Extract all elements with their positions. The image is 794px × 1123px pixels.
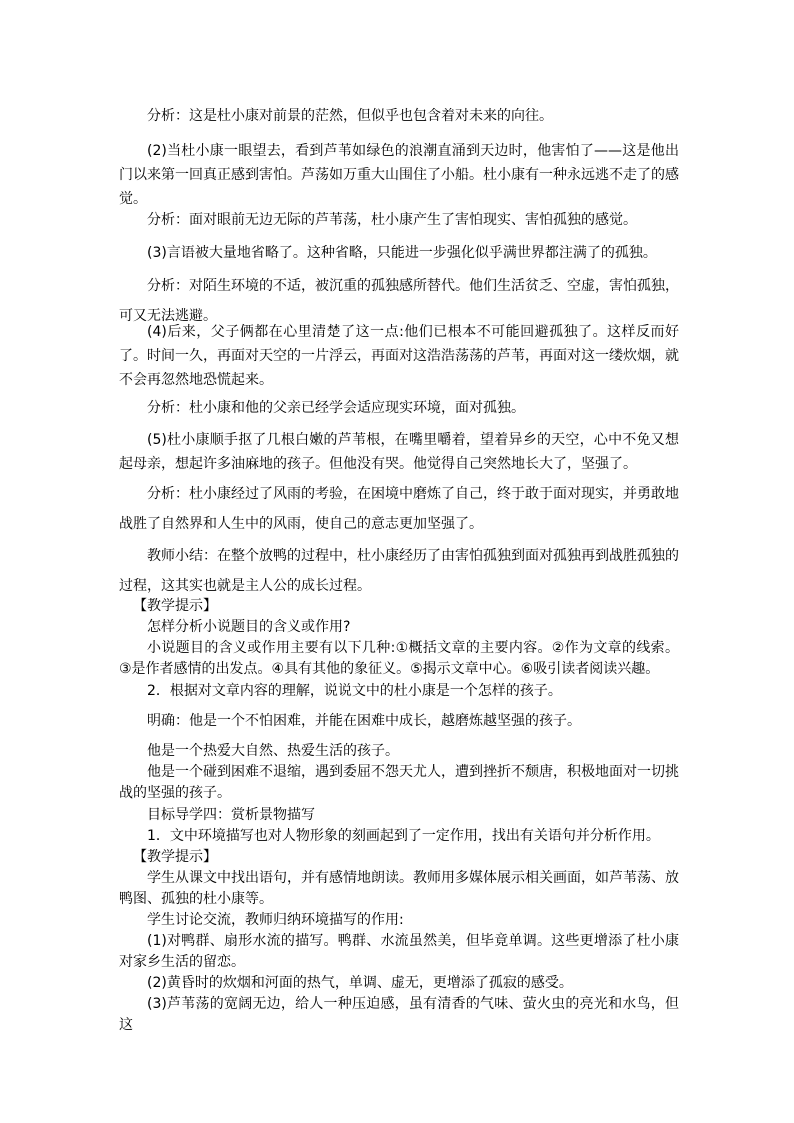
paragraph-analysis-4: 分析：杜小康和他的父亲已经学会适应现实环境，面对孤独。	[147, 400, 525, 416]
paragraph-analysis-5: 分析：杜小康经过了风雨的考验，在困境中磨炼了自己，终于敢于面对现实，并勇敢地战胜了自然界和人生中的风雨，使自己的意志更加坚强了。	[119, 486, 679, 532]
paragraph-discussion: 学生讨论交流，教师归纳环境描写的作用:	[147, 912, 404, 928]
paragraph-quote-2: (2)当杜小康一眼望去，看到芦苇如绿色的浪潮直涌到天边时，他害怕了——这是他出门以来第一回真正感到害怕。芦荡如万重大山围住了小船。杜小康有一种永远逃不走了的感觉。	[119, 143, 679, 207]
teaching-tip-heading-1: 【教学提示】	[133, 598, 217, 614]
paragraph-task-1: 1．文中环境描写也对人物形象的刻画起到了一定作用，找出有关语句并分析作用。	[147, 828, 660, 844]
paragraph-analysis-3: 分析：对陌生环境的不适，被沉重的孤独感所替代。他们生活贫乏、空虚，害怕孤独，可又无法逃避。	[119, 278, 679, 324]
paragraph-environment-2: (2)黄昏时的炊烟和河面的热气，单调、虚无，更增添了孤寂的感受。	[147, 975, 573, 991]
paragraph-task-2: 2．根据对文章内容的理解，说说文中的杜小康是一个怎样的孩子。	[147, 683, 562, 699]
paragraph-trait-1: 他是一个热爱大自然、热爱生活的孩子。	[147, 743, 399, 759]
paragraph-student-reading: 学生从课文中找出语句，并有感情地朗读。教师用多媒体展示相关画面，如芦苇荡、放鸭图、孤独的杜小康等。	[119, 870, 679, 907]
paragraph-environment-3: (3)芦苇荡的宽阔无边，给人一种压迫感，虽有清香的气味、萤火虫的亮光和水鸟，但这	[119, 996, 679, 1033]
paragraph-teacher-summary: 教师小结：在整个放鸭的过程中，杜小康经历了由害怕孤独到面对孤独再到战胜孤独的过程，这其实也就是主人公的成长过程。	[119, 548, 679, 594]
teaching-tip-heading-2: 【教学提示】	[133, 849, 217, 865]
paragraph-analysis-1: 分析：这是杜小康对前景的茫然，但似乎也包含着对未来的向往。	[147, 108, 553, 124]
paragraph-quote-4: (4)后来，父子俩都在心里清楚了这一点:他们已根本不可能回避孤独了。这样反而好了。时间一久，再面对天空的一片浮云，再面对这浩浩荡荡的芦苇，再面对这一缕炊烟，就不会再忽然地恐慌起来。	[119, 324, 679, 388]
paragraph-environment-1: (1)对鸭群、扇形水流的描写。鸭群、水流虽然美，但毕竟单调。这些更增添了杜小康对家乡生活的留恋。	[119, 933, 679, 970]
paragraph-goal-4: 目标导学四：赏析景物描写	[147, 807, 315, 823]
paragraph-trait-2: 他是一个碰到困难不退缩，遇到委屈不怨天尤人，遭到挫折不颓唐，积极地面对一切挑战的坚强的孩子。	[119, 764, 679, 801]
paragraph-quote-5: (5)杜小康顺手抠了几根白嫩的芦苇根，在嘴里嚼着，望着异乡的天空，心中不免又想起母亲，想起许多油麻地的孩子。但他没有哭。他觉得自己突然地长大了，坚强了。	[119, 432, 679, 472]
paragraph-clarify: 明确：他是一个不怕困难，并能在困难中成长，越磨炼越坚强的孩子。	[147, 713, 581, 729]
paragraph-analysis-2: 分析：面对眼前无边无际的芦苇荡，杜小康产生了害怕现实、害怕孤独的感觉。	[147, 212, 637, 228]
paragraph-quote-3: (3)言语被大量地省略了。这种省略，只能进一步强化似乎满世界都注满了的孤独。	[147, 245, 657, 261]
paragraph-question: 怎样分析小说题目的含义或作用?	[147, 619, 351, 635]
paragraph-title-functions: 小说题目的含义或作用主要有以下几种:①概括文章的主要内容。②作为文章的线索。③是作者感情的出发点。④具有其他的象征义。⑤揭示文章中心。⑥吸引读者阅读兴趣。	[119, 640, 679, 677]
